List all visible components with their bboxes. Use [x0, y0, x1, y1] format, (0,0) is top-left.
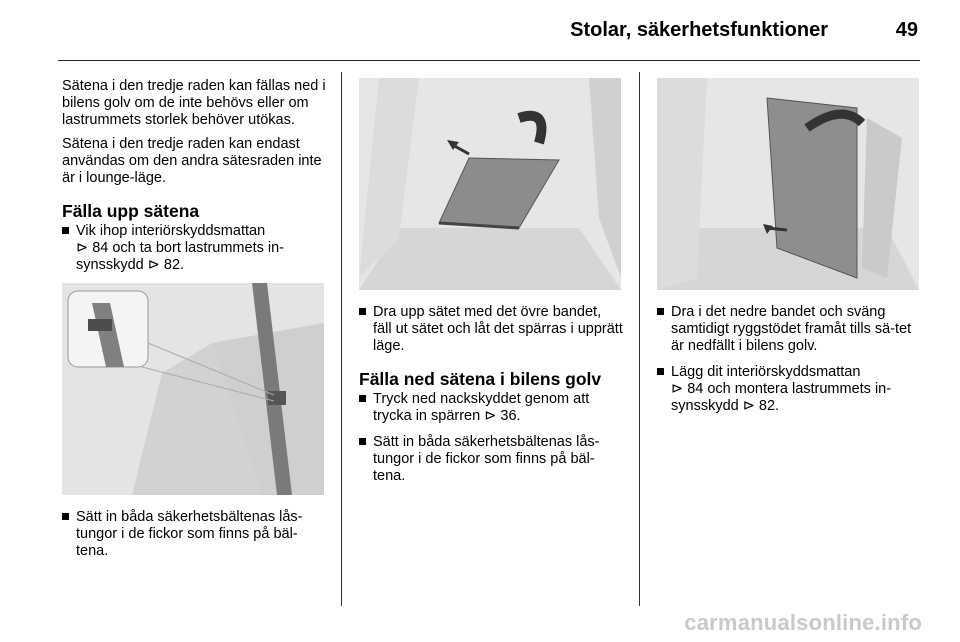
cross-reference-arrow-icon: ⊳	[76, 240, 89, 256]
list-item: Sätt in båda säkerhetsbältenas lås-tungor i de fickor som finns på bäl-tena.	[359, 434, 623, 485]
column-middle	[359, 78, 623, 494]
column-divider-right	[639, 72, 640, 606]
list-item: Vik ihop interiörskyddsmattan ⊳ 84 och ta bort lastrummets in-synsskydd ⊳ 82.	[62, 223, 326, 274]
intro-paragraph: Sätena i den tredje raden kan fällas ned i bilens golv om de inte behövs eller om lastrummets storlek behöver utökas.	[62, 78, 326, 128]
column-right	[657, 78, 919, 424]
heading-fold-up-seats: Fälla upp sätena	[62, 201, 200, 221]
list-item: Tryck ned nackskyddet genom att trycka in spärren ⊳ 36.	[359, 391, 623, 425]
heading-fold-down-seats: Fälla ned sätena i bilens golv	[359, 369, 602, 389]
list-item: Sätt in båda säkerhetsbältenas lås-tungor i de fickor som finns på bäl-tena.	[62, 509, 326, 560]
seatbelt-illustration	[62, 283, 324, 495]
seat-fold-up-illustration	[359, 78, 621, 290]
lounge-note-paragraph: Sätena i den tredje raden kan endast användas om den andra sätesraden inte är i lounge-läge.	[62, 136, 322, 186]
bullet-square-icon	[359, 395, 366, 402]
bullet-square-icon	[359, 438, 366, 445]
page-number: 49	[895, 19, 918, 41]
cross-reference-arrow-icon: ⊳	[742, 398, 755, 414]
cross-reference-arrow-icon: ⊳	[671, 381, 684, 397]
list-item: Dra i det nedre bandet och sväng samtidigt ryggstödet framåt tills sä-tet är nedfällt i bilens golv.	[657, 304, 919, 355]
list-item: Dra upp sätet med det övre bandet, fäll ut sätet och låt det spärras i upprätt läge.	[359, 304, 623, 355]
watermark: carmanualsonline.info	[684, 610, 922, 635]
list-item: Lägg dit interiörskyddsmattan ⊳ 84 och montera lastrummets in-synsskydd ⊳ 82.	[657, 364, 919, 415]
column-divider-left	[341, 72, 342, 606]
bullet-square-icon	[359, 308, 366, 315]
bullet-square-icon	[657, 368, 664, 375]
bullet-square-icon	[62, 513, 69, 520]
section-title: Stolar, säkerhetsfunktioner	[570, 19, 828, 41]
seat-fold-down-illustration	[657, 78, 919, 290]
column-left	[62, 78, 326, 569]
header-divider	[58, 60, 920, 61]
cross-reference-arrow-icon: ⊳	[147, 257, 160, 273]
cross-reference-arrow-icon: ⊳	[484, 408, 497, 424]
bullet-square-icon	[657, 308, 664, 315]
bullet-square-icon	[62, 227, 69, 234]
